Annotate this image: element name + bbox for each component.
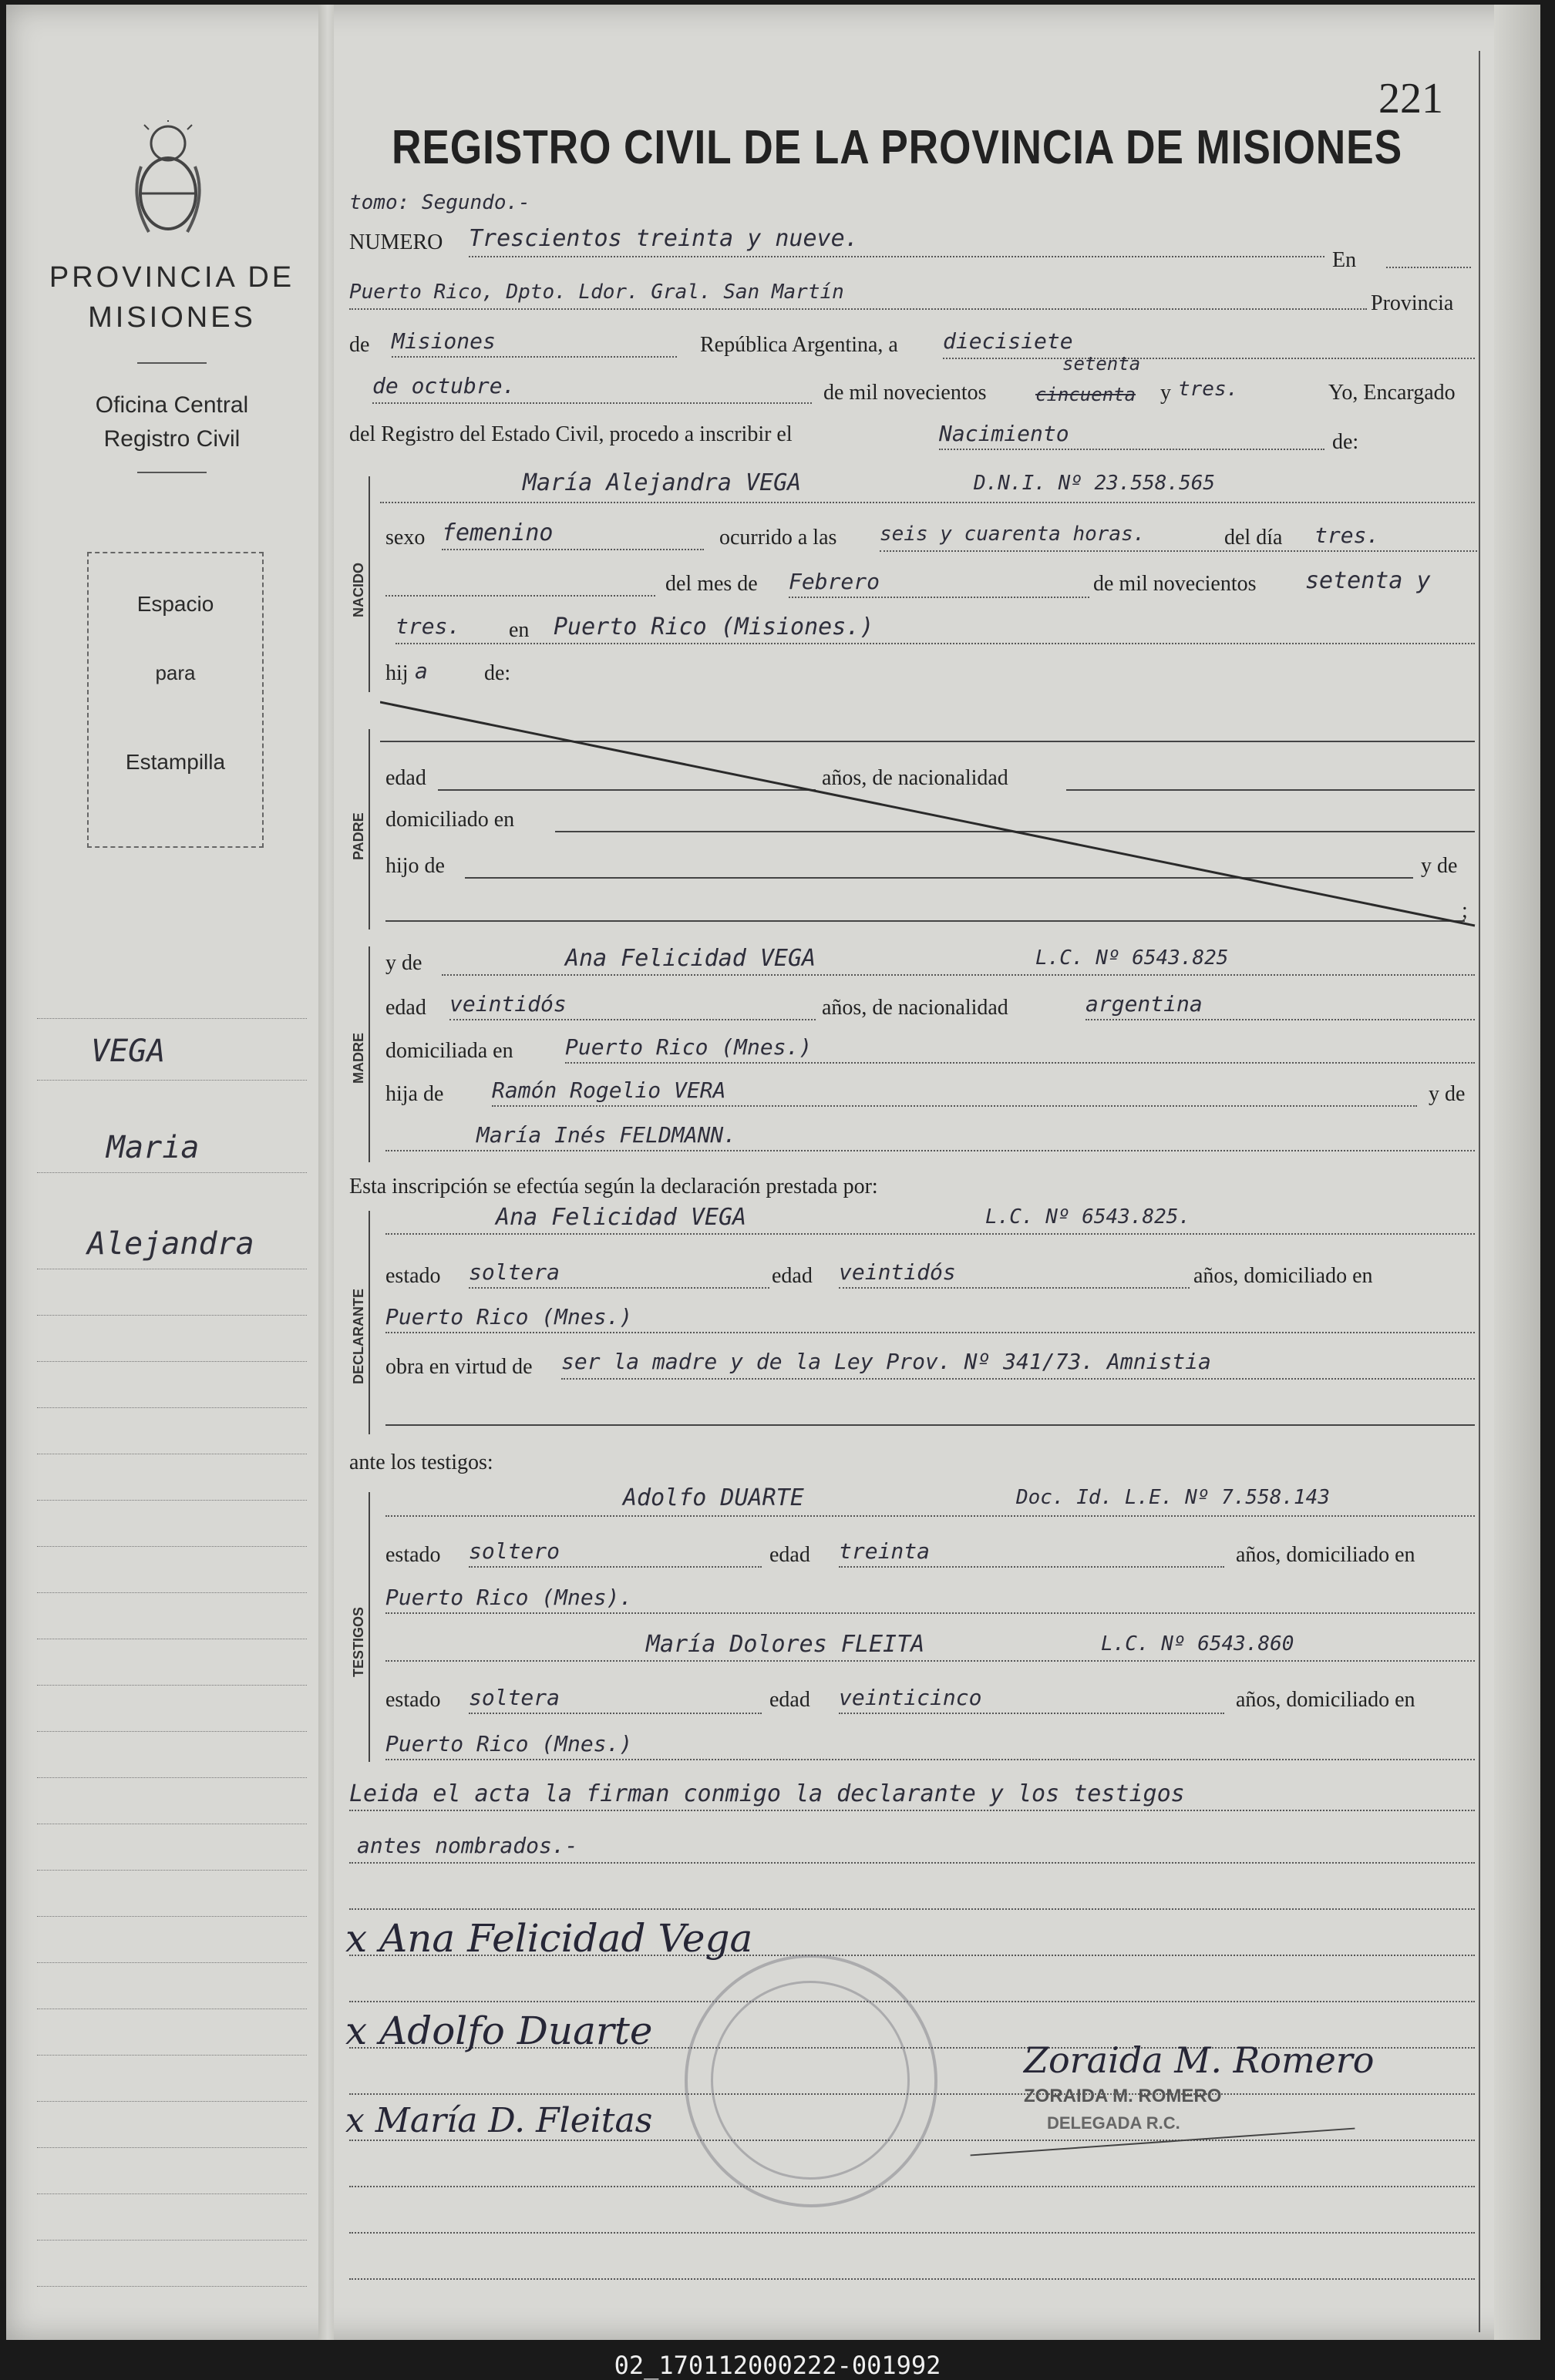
declarante-estado-label: estado [385,1264,441,1288]
madre-edad-dotted-line [449,1019,816,1020]
sexo-dotted-line [442,549,704,550]
margin-surname: VEGA [91,1034,166,1069]
madre-y-de-2-label: y de [1429,1082,1466,1106]
numero-dotted-line [469,256,1324,257]
hija-label: hij [385,661,409,685]
hija-suffix: a [415,658,428,684]
madre-nacionalidad-label: años, de nacionalidad [822,996,1008,1020]
signature-testigo-1: x Adolfo Duarte [345,2009,653,2053]
province-name [29,257,315,338]
madre-domicilio-value: Puerto Rico (Mnes.) [565,1034,813,1060]
testigo-1-domicilio-value: Puerto Rico (Mnes). [385,1585,633,1610]
stamp-label-2: para [155,661,196,684]
testigo-1-edad-value: treinta [839,1538,931,1564]
office-line-2: Registro Civil [103,426,241,452]
anio-value: setenta y [1305,567,1431,594]
year-struck-value: cincuenta [1035,384,1136,405]
margin-name-1: Maria [106,1130,200,1165]
provincia-dotted-line [392,356,677,358]
madre-full-name: Ana Felicidad VEGA [565,945,816,972]
declarante-obra-label: obra en virtud de [385,1355,533,1379]
de-label: de [349,333,370,357]
testigo-2-estado-label: estado [385,1688,441,1712]
padre-section-label: PADRE [351,812,366,860]
hora-value: seis y cuarenta horas. [880,523,1146,546]
sexo-label: sexo [385,526,426,550]
year-tail-value: tres. [1178,378,1239,401]
mes-label: del mes de [665,572,758,596]
closing-line-1: Leida el acta la firman conmigo la declarante y los testigos [349,1780,1185,1807]
testigo-1-estado-label: estado [385,1543,441,1567]
madre-domicilio-dotted-line [565,1062,1475,1064]
testigo-1-domicilio-dotted-line [385,1612,1475,1614]
testigo-2-estado-value: soltera [469,1685,560,1710]
place-value: Puerto Rico, Dpto. Ldor. Gral. San Martín [349,281,844,304]
nacido-dni: D.N.I. Nº 23.558.565 [974,472,1216,495]
signature-declarante: x Ana Felicidad Vega [345,1916,753,1961]
nacido-mil-label: de mil novecientos [1093,572,1257,596]
padre-hijo-label: hijo de [385,854,445,878]
declarante-edad-label: edad [772,1264,813,1288]
testigo-2-name-dotted-line [385,1660,1475,1662]
declarante-section-label: DECLARANTE [351,1289,366,1384]
madre-domicilio-label: domiciliada en [385,1039,513,1063]
testigo-1-domicilio-label: años, domiciliado en [1236,1543,1415,1567]
testigo-2-edad-dotted-line [839,1713,1224,1714]
declarante-obra-dotted-line [561,1378,1475,1380]
de-colon-label: de: [1332,430,1359,454]
declarante-edad-value: veintidós [839,1259,956,1285]
testigo-1-edad-dotted-line [839,1566,1224,1568]
month-dotted-line [372,402,812,404]
madre-nacionalidad-value: argentina [1085,991,1203,1017]
en-label: En [1332,248,1357,272]
testigo-1-estado-value: soltero [469,1538,560,1564]
madre-padre-dotted-line [492,1105,1417,1107]
testigo-2-domicilio-value: Puerto Rico (Mnes.) [385,1731,633,1756]
declarante-estado-dotted-line [469,1287,769,1289]
declarante-name: Ana Felicidad VEGA [496,1204,747,1231]
year-y: y [1160,381,1171,405]
madre-hija-label: hija de [385,1082,444,1106]
numero-label: NUMERO [349,230,443,254]
officer-stamp-title: DELEGADA R.C. [1047,2113,1180,2133]
madre-y-de-label: y de [385,951,422,975]
mes-prefix-dotted-line [385,595,655,597]
padre-domicilio-label: domiciliado en [385,808,515,832]
day-value: diecisiete [943,328,1073,354]
stamp-label-1: Espacio [136,592,214,616]
madre-nacionalidad-dotted-line [1085,1019,1475,1020]
official-seal-stamp [685,1955,937,2207]
declarante-name-dotted-line [385,1233,1475,1235]
testigo-2-domicilio-dotted-line [385,1759,1475,1760]
tomo-value: tomo: Segundo.- [349,191,530,214]
madre-doc: L.C. Nº 6543.825 [1035,946,1229,970]
month-value: de octubre. [372,373,516,398]
madre-name-dotted-line [442,974,1475,976]
divider [137,362,207,364]
nacido-full-name: María Alejandra VEGA [523,469,802,496]
mes-dotted-line [789,597,1089,598]
mes-value: Febrero [789,569,880,594]
frame-right-line [1479,51,1480,2332]
nacido-section-label: NACIDO [351,563,366,617]
lugar-value: Puerto Rico (Misiones.) [554,613,874,640]
testigo-1-edad-label: edad [769,1543,810,1567]
padre-bracket [369,729,370,929]
padre-y-de-label: y de [1421,854,1458,878]
ocurrido-label: ocurrido a las [719,526,837,550]
declarante-doc: L.C. Nº 6543.825. [985,1205,1191,1229]
page-number: 221 [1378,75,1443,123]
testigo-1-name-dotted-line [385,1515,1475,1517]
document-page [6,5,1540,2340]
stamp-label-3: Estampilla [125,750,226,774]
province-line-1: PROVINCIA DE [49,261,295,294]
nacido-name-dotted-line [380,502,1475,503]
declarante-edad-dotted-line [839,1287,1190,1289]
republica-label: República Argentina, a [700,333,898,357]
testigos-bracket [369,1492,370,1762]
declarante-obra-value: ser la madre y de la Ley Prov. Nº 341/73. Amnistia [561,1349,1211,1374]
declarante-domicilio-value: Puerto Rico (Mnes.) [385,1304,633,1330]
provincia-value: Misiones [392,328,496,354]
province-line-2: MISIONES [88,301,256,334]
page-edge [1494,5,1540,2340]
madre-padre-value: Ramón Rogelio VERA [492,1077,726,1103]
margin-name-2: Alejandra [87,1226,254,1262]
madre-edad-label: edad [385,996,426,1020]
closing-line-2: antes nombrados.- [357,1833,578,1858]
padre-semicolon: ; [1462,899,1468,923]
declarante-bracket [369,1211,370,1434]
declarante-intro: Esta inscripción se efectúa según la declaración prestada por: [349,1175,878,1198]
signature-testigo-2: x María D. Fleitas [345,2101,653,2140]
padre-strike-line [380,694,1483,941]
office-line-1: Oficina Central [95,392,249,418]
del-registro-label: del Registro del Estado Civil, procedo a inscribir el [349,422,793,446]
testigos-section-label: TESTIGOS [351,1606,366,1677]
file-id-footer: 02_170112000222-001992 [614,2351,941,2380]
dia-value: tres. [1314,523,1380,548]
mil-novecientos-label: de mil novecientos [823,381,987,405]
act-type-value: Nacimiento [939,421,1069,446]
testigo-1-estado-dotted-line [469,1566,762,1568]
coat-of-arms-icon [126,120,210,247]
testigo-2-estado-dotted-line [469,1713,762,1714]
office-name [29,388,315,456]
testigo-2-edad-value: veinticinco [839,1685,982,1710]
testigo-2-doc: L.C. Nº 6543.860 [1101,1632,1294,1656]
madre-bracket [369,946,370,1162]
madre-madre-value: María Inés FELDMANN. [476,1122,737,1148]
declarante-end-line [385,1424,1475,1426]
stamp-space-box [87,552,264,848]
sexo-value: femenino [442,519,554,546]
madre-edad-value: veintidós [449,991,567,1017]
year-correction-value: setenta [1062,353,1141,375]
testigo-2-name: María Dolores FLEITA [646,1631,925,1658]
page-binding [318,5,334,2340]
signature-officer: Zoraida M. Romero [1024,2039,1375,2081]
declarante-domicilio-dotted-line [385,1332,1475,1333]
declarante-domicilio-label: años, domiciliado en [1193,1264,1373,1288]
provincia-label: Provincia [1371,291,1454,315]
act-dotted-line [939,449,1324,450]
testigo-2-edad-label: edad [769,1688,810,1712]
day-dotted-line [943,358,1475,359]
officer-stamp-name: ZORAIDA M. ROMERO [1024,2086,1222,2106]
lugar-en-label: en [509,618,530,642]
en-dotted-line [1386,267,1471,268]
testigo-1-doc: Doc. Id. L.E. Nº 7.558.143 [1016,1486,1330,1509]
madre-madre-dotted-line [385,1150,1475,1151]
numero-value: Trescientos treinta y nueve. [469,225,859,252]
anio-value-2: tres. [395,613,461,639]
closing-dotted-line-1 [349,1810,1475,1811]
hija-de-label: de: [484,661,511,685]
nacido-bracket [369,476,370,692]
testigos-intro: ante los testigos: [349,1451,493,1474]
declarante-estado-value: soltera [469,1259,560,1285]
yo-encargado-label: Yo, Encargado [1328,381,1456,405]
testigo-1-name: Adolfo DUARTE [623,1484,804,1511]
dia-label: del día [1224,526,1283,550]
hora-dotted-line [880,550,1477,552]
padre-edad-label: edad [385,766,426,790]
testigo-2-domicilio-label: años, domiciliado en [1236,1688,1415,1712]
lugar-dotted-line [395,643,1475,644]
place-dotted-line [349,308,1367,310]
madre-section-label: MADRE [351,1033,366,1084]
page-title: REGISTRO CIVIL DE LA PROVINCIA DE MISIONES [392,121,1403,174]
padre-nacionalidad-label: años, de nacionalidad [822,766,1008,790]
divider [137,472,207,473]
